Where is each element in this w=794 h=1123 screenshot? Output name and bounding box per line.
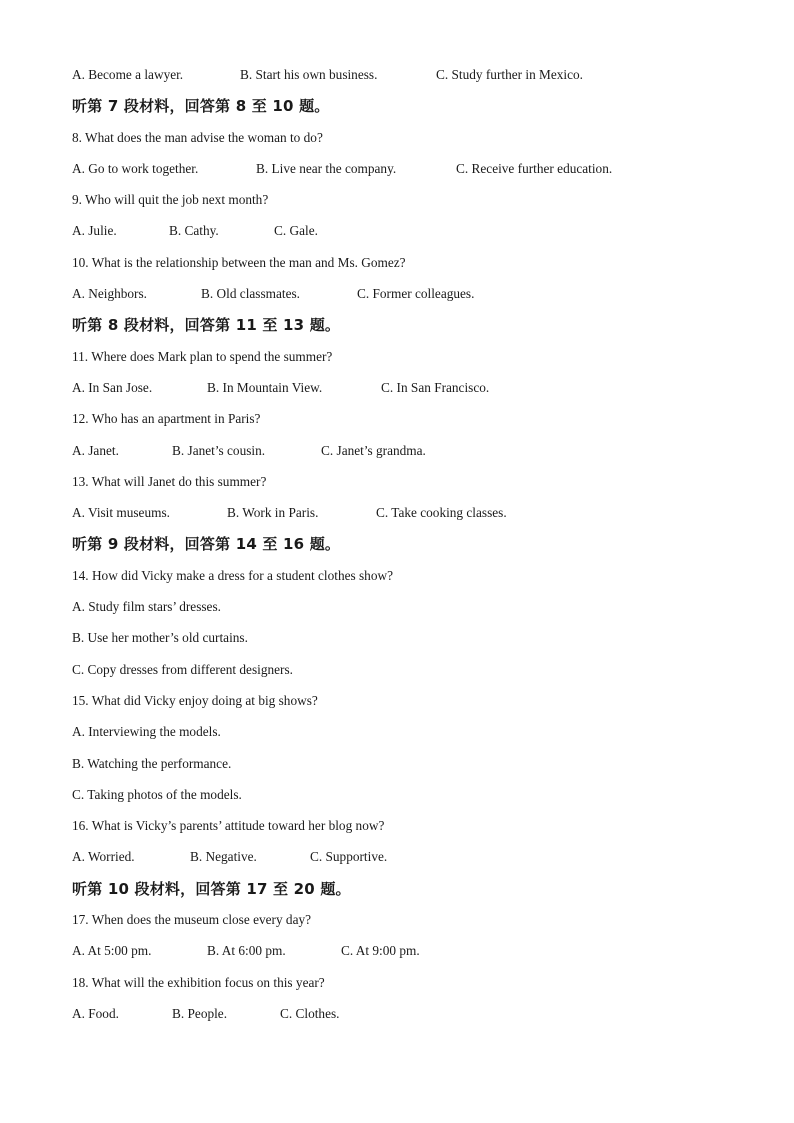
answer-option: A. Food. — [72, 1005, 119, 1021]
answer-options — [72, 942, 752, 973]
question-text: 15. What did Vicky enjoy doing at big shows? — [72, 692, 318, 708]
question-text: A. Interviewing the models. — [72, 724, 221, 740]
question-text: C. Taking photos of the models. — [72, 786, 242, 802]
answer-option: B. Negative. — [190, 849, 257, 865]
answer-option: A. Become a lawyer. — [72, 67, 184, 82]
answer-option: B. Start his own business. — [240, 67, 378, 82]
answer-options — [72, 66, 752, 97]
answer-option: A. Julie. — [72, 223, 117, 239]
exam-page — [72, 66, 752, 1036]
answer-option: A. Neighbors. — [72, 286, 147, 302]
section-heading: 听第 9 段材料，回答第 14 至 16 题。 — [72, 535, 341, 554]
answer-option: B. Live near the company. — [256, 160, 397, 176]
question-text: 9. Who will quit the job next month? — [72, 192, 269, 208]
answer-option: B. Old classmates. — [201, 286, 300, 302]
question-text: A. Study film stars’ dresses. — [72, 599, 221, 615]
answer-option: B. At 6:00 pm. — [207, 943, 286, 959]
answer-options — [72, 285, 752, 316]
answer-option: C. In San Francisco. — [381, 379, 490, 395]
answer-option: C. Receive further education. — [456, 160, 613, 176]
answer-option: A. Go to work together. — [72, 160, 199, 176]
answer-option: C. At 9:00 pm. — [341, 943, 420, 959]
answer-options — [72, 160, 752, 191]
answer-option: A. Visit museums. — [72, 505, 170, 521]
question-text: C. Copy dresses from different designers. — [72, 661, 293, 677]
section-heading: 听第 8 段材料，回答第 11 至 13 题。 — [72, 316, 341, 335]
answer-option: C. Clothes. — [280, 1005, 340, 1021]
question-text: 13. What will Janet do this summer? — [72, 473, 267, 489]
question-text: B. Watching the performance. — [72, 755, 232, 771]
answer-options — [72, 379, 752, 410]
question-text: 14. How did Vicky make a dress for a student clothes show? — [72, 567, 393, 583]
answer-option: C. Study further in Mexico. — [436, 67, 583, 82]
answer-option: A. At 5:00 pm. — [72, 943, 152, 959]
answer-option: C. Supportive. — [310, 849, 388, 865]
answer-option: A. Worried. — [72, 849, 135, 865]
question-text: 17. When does the museum close every day? — [72, 912, 312, 928]
question-text: 18. What will the exhibition focus on this year? — [72, 974, 325, 990]
answer-option: B. People. — [172, 1005, 228, 1021]
question-text: 12. Who has an apartment in Paris? — [72, 411, 261, 427]
answer-option: C. Gale. — [274, 223, 318, 239]
answer-options — [72, 504, 752, 535]
question-text: 8. What does the man advise the woman to do? — [72, 129, 323, 145]
question-text: 10. What is the relationship between the man and Ms. Gomez? — [72, 254, 406, 270]
answer-option: B. Cathy. — [169, 223, 219, 239]
question-text: 16. What is Vicky’s parents’ attitude toward her blog now? — [72, 818, 385, 834]
question-text: 11. Where does Mark plan to spend the summer? — [72, 348, 333, 364]
answer-option: C. Former colleagues. — [357, 286, 475, 302]
answer-option: B. Work in Paris. — [227, 505, 319, 521]
section-heading: 听第 7 段材料，回答第 8 至 10 题。 — [72, 97, 330, 116]
answer-option: A. In San Jose. — [72, 379, 153, 395]
answer-option: C. Take cooking classes. — [376, 505, 507, 521]
answer-option: B. Janet’s cousin. — [172, 442, 266, 458]
answer-options — [72, 1005, 752, 1036]
answer-option: B. In Mountain View. — [207, 379, 323, 395]
section-heading: 听第 10 段材料，回答第 17 至 20 题。 — [72, 879, 351, 898]
answer-options — [72, 442, 752, 473]
answer-options — [72, 222, 752, 253]
question-text: B. Use her mother’s old curtains. — [72, 630, 248, 646]
answer-option: C. Janet’s grandma. — [321, 442, 426, 458]
answer-option: A. Janet. — [72, 442, 119, 458]
answer-options — [72, 848, 752, 879]
